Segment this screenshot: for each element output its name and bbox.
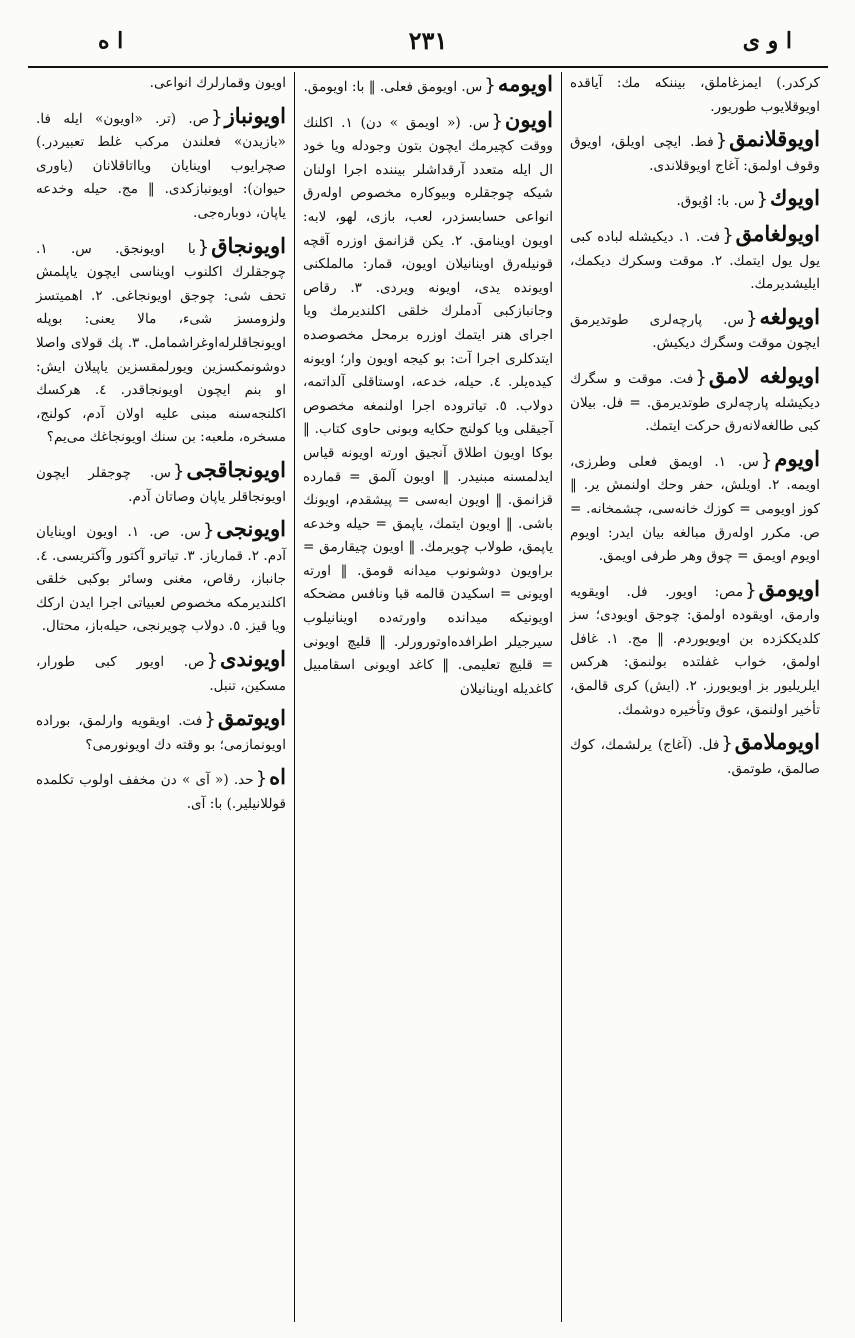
entry-text: س. ۱. اویمق فعلی وطرزی، اویمه. ۲. اویلش، حفر وحك اولنمش یر. ‖ کوز اویومی = کوزك خانه‌سی، چشمخانه. = ص. مکرر اوله‌رق مبالغه بیان ایدر: اویوم اویوم اویمق = چوق وهر طرفی اویمق.	[570, 453, 820, 565]
column-right	[562, 72, 828, 1322]
column-left	[28, 72, 294, 1322]
headword: اویولغه لامق	[708, 362, 820, 388]
headword: اویوقلانمق	[729, 126, 820, 152]
entry	[36, 517, 286, 639]
brace-glyph: {	[484, 75, 496, 96]
entry	[570, 222, 820, 297]
entry-text: فل. (آغاج) یرلشمك، کوك صالمق، طوتمق.	[570, 737, 820, 777]
headword: اویومه	[497, 72, 553, 96]
headword: اویوملامق	[734, 729, 820, 755]
headword: اویوتمق	[217, 705, 286, 731]
entry	[36, 234, 286, 450]
entry-text: با اویونجق. س. ۱. چوجقلرك اکلنوب اویناسی ایچون یاپلمش تحف شی: چوجق اویونجاغی. ۲. اهمیتسز ولزومسز شیء، مالا یعنی: بوپله اویونجاقلرله‌اوغراشمامل. ۳. پك قولای واصلا دوشونمکسزین ویورلمقسزین یاپیلان ایش: او بنم ایچون اویونجاقدر. ٤. هرکسك اکلنجه‌سنه مبنی علیه اولان آدم، کولنج، مسخره، ملعبه: بن سنك اویونجاغك می‌یم؟	[36, 240, 287, 446]
headword: اه	[269, 764, 286, 790]
headword: اویوك	[770, 185, 820, 211]
headword: اویولغه	[759, 303, 820, 329]
entry-text: فط. ایچی اویلق، اویوق وقوف اولمق: آغاج اویوقلاندی.	[570, 134, 820, 174]
entry	[36, 647, 286, 698]
brace-glyph: {	[746, 307, 758, 329]
entry	[570, 577, 820, 723]
headword: اویونجاق	[211, 232, 286, 258]
brace-glyph: {	[756, 189, 769, 211]
brace-glyph: {	[197, 236, 210, 258]
brace-glyph: {	[491, 110, 503, 132]
brace-glyph: {	[721, 733, 733, 755]
entry	[36, 458, 286, 509]
entry	[303, 108, 553, 702]
brace-glyph: {	[206, 650, 219, 672]
entry	[570, 127, 820, 178]
headword: اویونجاقجی	[186, 456, 286, 482]
column-middle	[295, 72, 561, 1322]
brace-glyph: {	[204, 709, 216, 731]
entry-text: فت. ۱. دیکیشله لباده کبی یول یول ایتمك. ۲. موقت وسکرك دیکمك، ایلیشدیرمك.	[570, 228, 820, 293]
entry	[36, 765, 286, 816]
entry-text: س. اویومق فعلی. ‖ با: اویومق.	[303, 79, 483, 95]
entry-text: س. (« اویمق » دن) ۱. اکلنك ووقت کچیرمك ایچون بتون وجودله ویا خود ال ایله متعدد آرقداشلر بیننده اجرا اولنان شیکه چوجقلره وبیوکاره مخصوص اوله‌رق انواعی حسابسزدر، لعب، بازی، لهو، لابه: اویون اوینامق. ۲. یکن قزانمق اوزره آقچه قونیله‌رق اوینانیلان اویون، قمار: مالملکنی اویونده یدی، اویونه ویردی. ۳. رقاص وجانبازکبی آدملرك خلقی اکلندیرمك ویا اجرای هنر ایتمك اوزره برمحل مخصوصده ایتدکلری اجرا آت: بو کیجه اویون وار؛ اویونه کیده‌یلر. ٤. حیله، خدعه، اوستاقلی آلداتمه، دولاب. ٥. تیاتروده اجرا اولنمغه مخصوص آجیقلی ویا کولنج حکایه وبونی حاوی کتاب. ‖ بوکا اویون اطلاق آنجیق اورته اویونه قیاس ایدلمسنه مبنیدر. ‖ اویون آلمق = قمارده قزانمق. ‖ اویون ابه‌سی = پیشقدم، اویونك باشی. ‖ اویون ایتمك، یاپمق = حیله وخدعه یاپمق، طولاب چویرمك. ‖ اویون چیقارمق = براویون دوشونوب میدانه قومق. ‖ اورته اویونی = اسکیدن قالمه قبا ونافس مضحکه اویونیکه میدانده واورته‌ده اوینانیلوب سیرجیلر اطرافده‌اوتورورلر. ‖ قلیچ اویونی = قلیچ تعلیمی. ‖ کاغد اویونی اسقامبیل کاغدیله اوینانیلان	[303, 114, 553, 697]
brace-glyph: {	[172, 460, 185, 482]
entry	[36, 104, 286, 226]
entry	[570, 305, 820, 356]
headword: اویونجی	[216, 516, 286, 542]
entry-text: فت. اویقویه وارلمق، بوراده اویونمازمی؛ بو وقته دك اویونورمی؟	[36, 713, 286, 753]
entry-text: س. پارچه‌لری طوتدیرمق ایچون موقت وسگرك دیکیش.	[570, 311, 820, 352]
brace-glyph: {	[211, 106, 223, 128]
entry-text: فت. موقت و سگرك دیکیشله پارچه‌لری طوتدیرمق. = فل. بیلان کبی طالغه‌لانه‌رق حرکت ایتمك.	[570, 370, 820, 435]
page-number: ۲۳۱	[408, 26, 448, 55]
headword: اویون	[504, 106, 553, 132]
headword: اویومق	[758, 575, 820, 601]
entry-text: س. چوجقلر ایچون اویونجاقلر یاپان وصاتان آدم.	[36, 464, 286, 505]
headword: اویونباز	[224, 102, 286, 128]
entry-text: ص. اویور کبی طورار، مسکین، تنبل.	[36, 654, 286, 694]
brace-glyph: {	[715, 130, 728, 152]
running-head-right: ا و ی	[742, 28, 792, 54]
headword: اویولغامق	[735, 220, 820, 246]
entry	[570, 72, 820, 119]
header-rule	[28, 66, 828, 68]
entry-text: ص. (تر. «اویون» ایله فا. «بازیدن» فعلندن مرکب غلط تعبیردر.) صچرایوب اوینایان ویااتاقلانان (یاوری حیوان): اویونبازکدی. ‖ مج. حیله وخدعه یاپان، دوباره‌جی.	[36, 110, 286, 221]
entry-text: کرکدر.) ایمزغاملق، بیننکه مك: آیاقده اویوقلایوب طوریور.	[570, 75, 820, 115]
entry	[570, 447, 820, 569]
page-header	[28, 22, 828, 62]
brace-glyph: {	[202, 520, 215, 542]
running-head-left: ا ه	[98, 28, 124, 54]
brace-glyph: {	[760, 449, 773, 471]
entry-text: مص: اویور. فل. اویقویه وارمق، اویقوده اولمق: چوجق اویودی؛ سز کلدیککزده بن اویویوردم. ‖ مج. ۱. غافل اولمق، خواب غفلتده بولنمق: هرکس ایلریلیور بز اویویورز. ۲. (ایش) کری قالمق، تأخیر اولنمق، عوق وتأخیره دوشمك.	[570, 583, 821, 718]
columns	[28, 72, 828, 1322]
brace-glyph: {	[722, 224, 734, 246]
brace-glyph: {	[255, 768, 268, 790]
entry	[36, 706, 286, 757]
entry	[570, 730, 820, 781]
brace-glyph: {	[745, 579, 757, 601]
dictionary-page	[28, 22, 828, 1322]
entry-text: حد. (« آی » دن مخفف اولوب تکلمده قوللانیلیر.) با: آی.	[36, 772, 286, 813]
brace-glyph: {	[695, 366, 707, 388]
entry	[36, 72, 286, 96]
entry-text: اویون وقمارلرك انواعی.	[149, 75, 286, 91]
entry-text: س. ص. ۱. اویون اوینایان آدم. ۲. قماریاز. ۳. تیاترو آکتور وآکتریسی. ٤. جانباز، رقاص، مغنی وسائر بوکبی خلقی اکلندیرمکه مخصوص لعبیاتی اجرا ایدن ارکك ویا قیز. ٥. دولاب چویرنجی، حیله‌باز، محتال.	[36, 524, 287, 635]
entry	[303, 72, 553, 100]
entry	[570, 364, 820, 439]
entry	[570, 186, 820, 214]
entry-text: س. با: اوُیوق.	[676, 193, 755, 210]
headword: اویوندی	[220, 646, 286, 672]
headword: اویوم	[774, 445, 820, 471]
